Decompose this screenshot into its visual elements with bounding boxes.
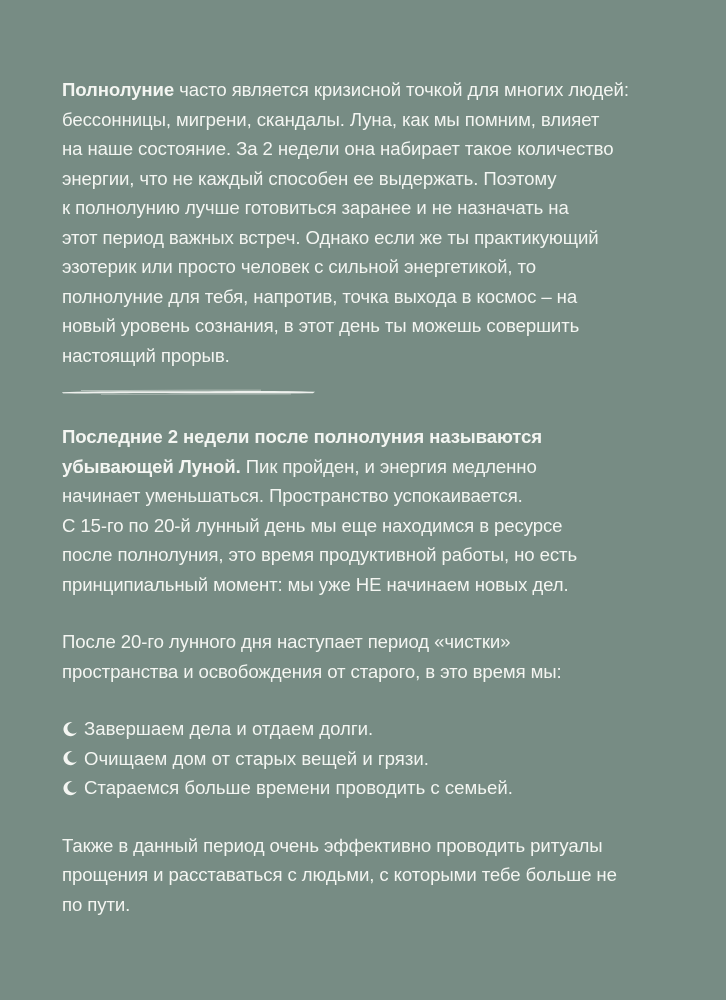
text-line: принципиальный момент: мы уже НЕ начинаем новых дел. [62,573,569,595]
text-line: этот период важных встреч. Однако если же ты практикующий [62,226,599,248]
bold-heading-line: Последние 2 недели после полнолуния называются [62,426,543,447]
text-line: бессонницы, мигрени, скандалы. Луна, как мы помним, влияет [62,108,600,130]
text-line: С 15-го по 20-й лунный день мы еще находимся в ресурсе [62,514,563,536]
list-item [62,714,666,744]
text-line: полнолуние для тебя, напротив, точка выхода в космос – на [62,285,578,307]
text-line [62,422,666,452]
text-line: пространства и освобождения от старого, в это время мы: [62,660,562,682]
text-line: После 20-го лунного дня наступает период «чистки» [62,631,511,652]
text-line: после полнолуния, это время продуктивной работы, но есть [62,544,578,565]
paragraph-forgiveness [62,831,666,920]
paragraph-cleansing [62,627,666,686]
text-line: энергии, что не каждый способен ее выдержать. Поэтому [62,167,557,189]
bold-term-waning-moon: убывающей Луной. [62,455,241,477]
bold-term-full-moon: Полнолуние [62,79,175,100]
text-fragment: Пик пройден, и энергия медленно [240,455,537,477]
text-line: новый уровень сознания, в этот день ты можешь совершить [62,315,580,336]
text-line: эзотерик или просто человек с сильной энергетикой, то [62,256,537,277]
text-line: на наше состояние. За 2 недели она набирает такое количество [62,138,614,159]
text-line: прощения и расставаться с людьми, с которыми тебе больше не [62,864,617,885]
paragraph-waning-moon [62,422,666,599]
crescent-moon-icon [62,780,78,796]
list-item-text: Очищаем дом от старых вещей и грязи. [84,747,429,769]
list-item [62,744,666,774]
text-line: Также в данный период очень эффективно проводить ритуалы [62,834,603,856]
crescent-moon-icon [62,721,78,737]
crescent-moon-icon [62,750,78,766]
text-line: к полнолунию лучше готовиться заранее и не назначать на [62,197,569,218]
text-line [62,452,666,482]
list-item-text: Стараемся больше времени проводить с семьей. [84,777,513,798]
text-fragment: часто является кризисной точкой для многих людей: [174,79,629,100]
brush-divider [61,386,316,398]
paragraph-full-moon [62,75,666,370]
list-item [62,773,666,803]
text-line: настоящий прорыв. [62,344,230,366]
text-line: по пути. [62,893,131,915]
cleansing-list [62,714,666,803]
text-line [62,75,666,105]
list-item-text: Завершаем дела и отдаем долги. [84,718,374,739]
text-line: начинает уменьшаться. Пространство успокаивается. [62,485,523,506]
